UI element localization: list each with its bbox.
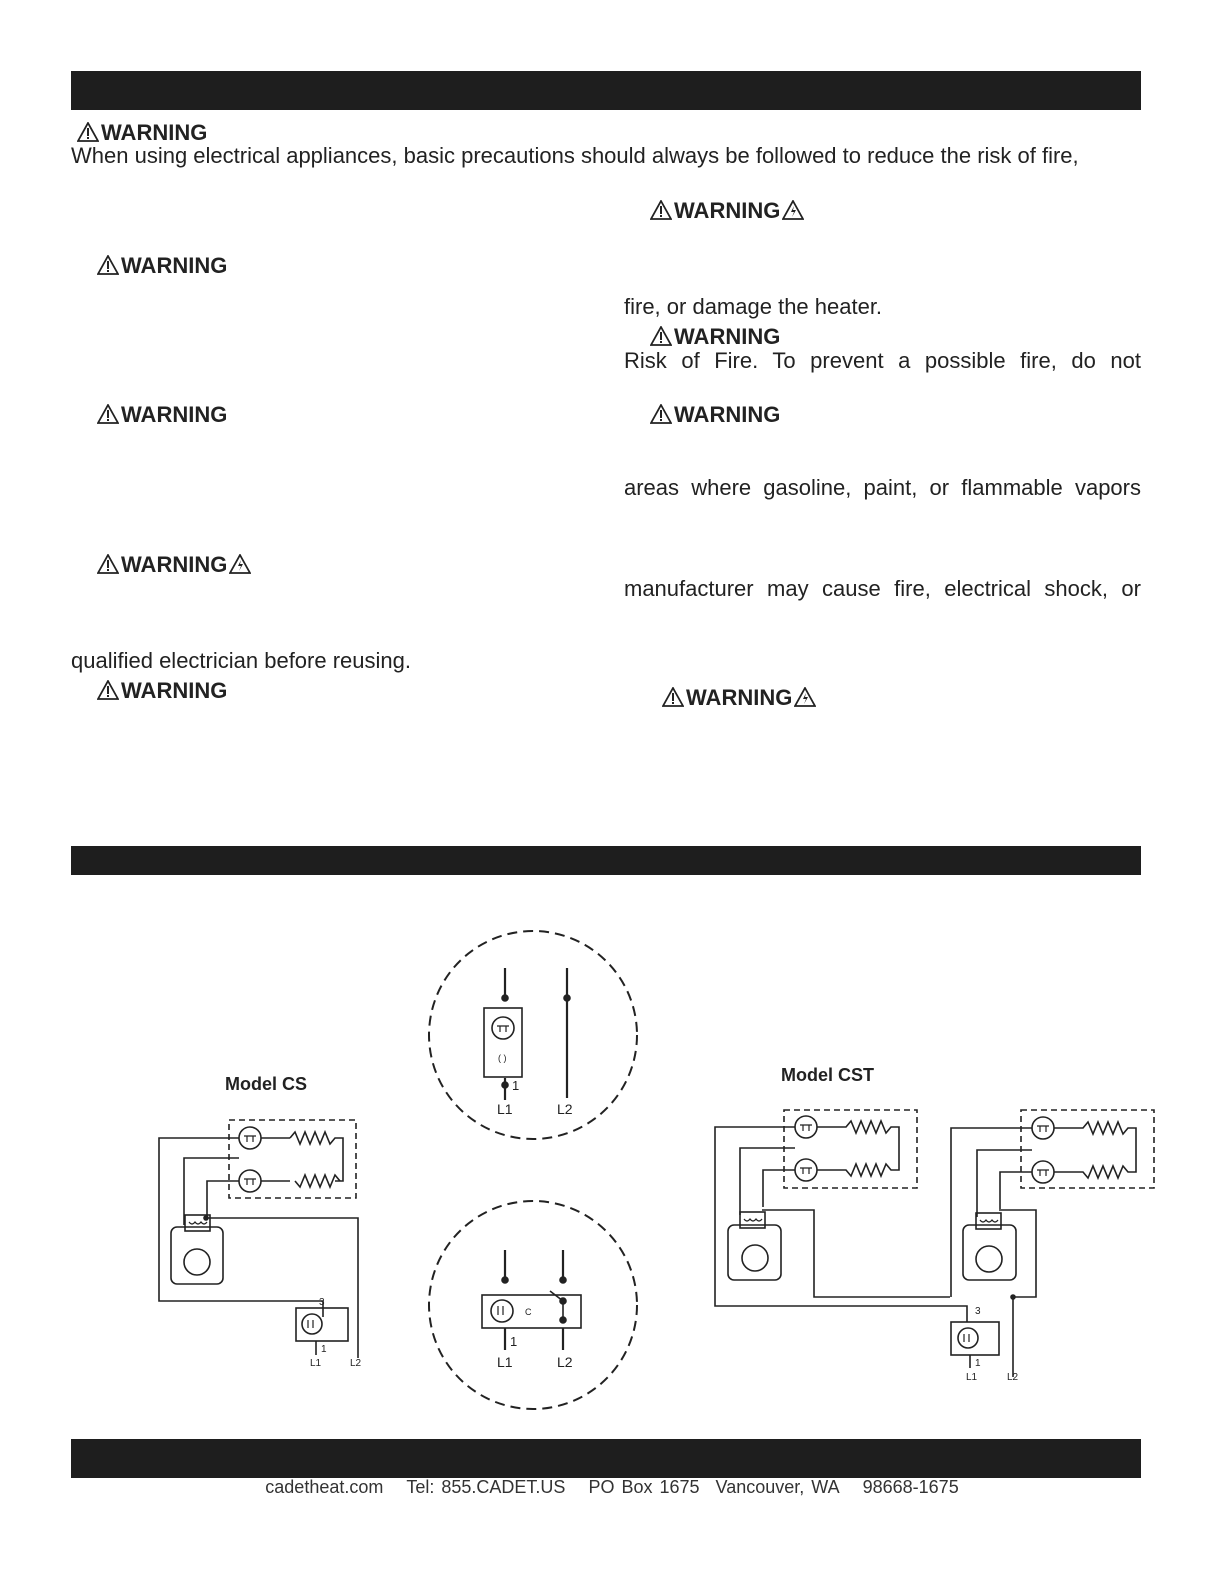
section-header-bar-top	[71, 71, 1141, 110]
model-cs-title: Model CS	[225, 1074, 308, 1094]
line-l1-label: L1	[497, 1101, 513, 1117]
line-l2-label: L2	[350, 1358, 362, 1369]
warning-triangle-icon	[97, 554, 119, 574]
line-l1-label: L1	[310, 1358, 322, 1369]
svg-text:( ): ( )	[498, 1053, 507, 1063]
warning-label: WARNING	[121, 552, 228, 577]
fan-motor-icon	[184, 1249, 210, 1275]
footer-bar	[71, 1439, 1141, 1478]
thermostat-box	[484, 1008, 522, 1077]
fan-motor-box	[171, 1227, 223, 1284]
electrical-hazard-icon	[782, 200, 804, 220]
footer-phone: Tel: 855.CADET.US	[406, 1477, 566, 1497]
thermostat-box	[482, 1295, 581, 1328]
warning-triangle-icon	[650, 200, 672, 220]
double-pole-detail	[429, 1201, 637, 1409]
footer-city: Vancouver, WA	[715, 1477, 840, 1497]
right-risk-fire-line: Risk of Fire. To prevent a possible fire, do not	[624, 348, 1141, 373]
warning-heading-4	[97, 678, 227, 704]
terminal-1-label: 1	[321, 1344, 327, 1355]
warning-heading-7	[650, 402, 780, 428]
terminal-1-label: 1	[975, 1358, 981, 1369]
footer-website[interactable]: cadetheat.com	[265, 1477, 384, 1497]
left-qualified-line: qualified electrician before reusing.	[71, 648, 411, 673]
warning-triangle-icon	[650, 326, 672, 346]
warning-triangle-icon	[97, 404, 119, 424]
model-cst-diagram	[715, 1065, 1154, 1383]
warning-heading-1	[97, 253, 227, 279]
model-cst-title: Model CST	[781, 1065, 874, 1085]
single-pole-detail	[429, 931, 637, 1139]
footer-zip: 98668-1675	[862, 1477, 959, 1497]
heating-element-icon	[295, 1175, 340, 1187]
limit-switch-icon	[239, 1170, 261, 1192]
warning-label: WARNING	[674, 324, 781, 349]
warning-heading-2	[97, 402, 227, 428]
warning-triangle-icon	[97, 680, 119, 700]
warning-label: WARNING	[101, 120, 208, 145]
intro-text: When using electrical appliances, basic precautions should always be followed to reduce the risk of fire,	[71, 143, 1079, 168]
line-l1-label: L1	[966, 1372, 978, 1383]
terminal-1-label: 1	[512, 1078, 520, 1093]
warning-triangle-icon	[650, 404, 672, 424]
svg-text:C: C	[525, 1307, 532, 1317]
warning-label: WARNING	[121, 678, 228, 703]
right-manufacturer-line: manufacturer may cause fire, electrical shock, or	[624, 576, 1141, 601]
warning-label: WARNING	[674, 198, 781, 223]
footer-contact	[0, 1477, 1224, 1498]
section-header-bar-wiring	[71, 846, 1141, 875]
terminal-3-label: 3	[975, 1306, 981, 1317]
line-l2-label: L2	[557, 1101, 573, 1117]
limit-switch-icon	[239, 1127, 261, 1149]
warning-heading-8	[662, 685, 818, 711]
line-l1-label: L1	[497, 1354, 513, 1370]
right-areas-line: areas where gasoline, paint, or flammable vapors	[624, 475, 1141, 500]
electrical-hazard-icon	[794, 687, 816, 707]
thermostat-box	[296, 1308, 348, 1341]
warning-label: WARNING	[686, 685, 793, 710]
warning-label: WARNING	[121, 253, 228, 278]
warning-label: WARNING	[121, 402, 228, 427]
heating-element-icon	[290, 1132, 343, 1181]
electrical-hazard-icon	[229, 554, 251, 574]
terminal-1-label: 1	[510, 1334, 518, 1349]
line-l2-label: L2	[1007, 1372, 1019, 1383]
right-fire-damage-line: fire, or damage the heater.	[624, 294, 883, 319]
warning-heading-3	[97, 552, 253, 578]
element-housing-dashed	[229, 1120, 356, 1198]
line-l2-label: L2	[557, 1354, 573, 1370]
warning-heading-5	[650, 198, 806, 224]
warning-triangle-icon	[77, 122, 99, 142]
terminal-3-label: 3	[319, 1297, 325, 1308]
warning-triangle-icon	[662, 687, 684, 707]
footer-po-box: PO Box 1675	[588, 1477, 700, 1497]
warning-triangle-icon	[97, 255, 119, 275]
warning-label: WARNING	[674, 402, 781, 427]
warning-heading-6	[650, 324, 780, 350]
model-cs-diagram	[159, 1074, 362, 1369]
